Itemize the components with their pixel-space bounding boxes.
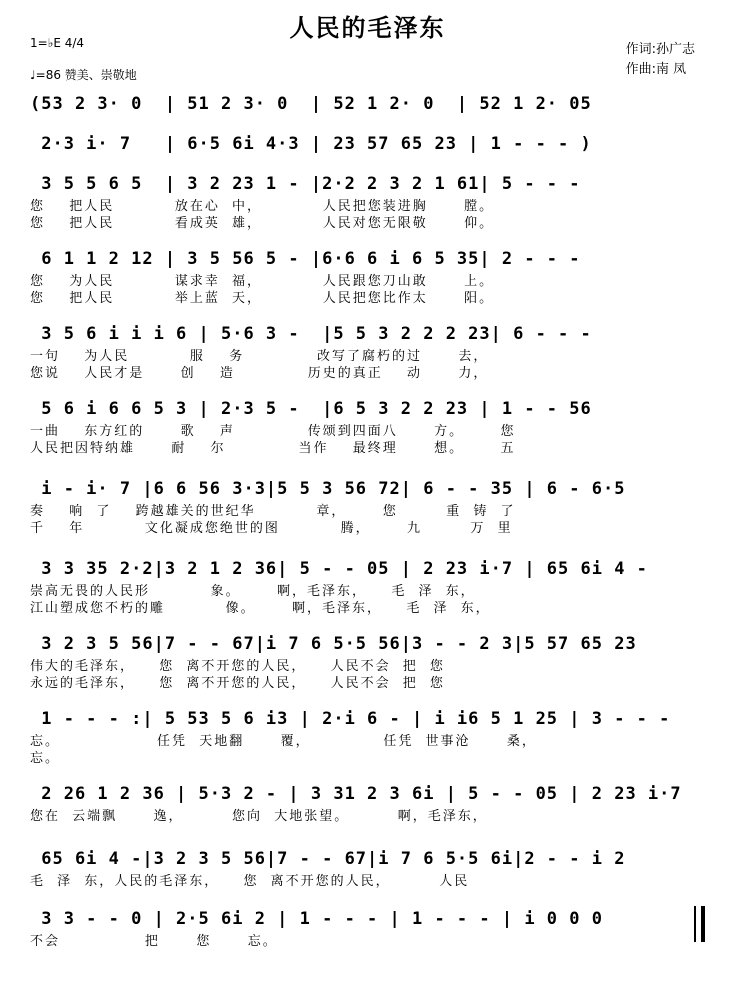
lyric-line: 忘。 任凭 天地翻 覆， 任凭 世事沧 桑， xyxy=(30,734,537,749)
lyric-line: 奏 响 了 跨越雄关的世纪华 章， 您 重 铸 了 xyxy=(30,504,516,519)
lyric-line: 不会 把 您 忘。 xyxy=(30,934,278,949)
score-system xyxy=(30,630,698,692)
score-system xyxy=(30,475,698,537)
notation-line: 3 5 6 i i i 6 | 5·6 3 - |5 5 3 2 2 2 23| 6 - - - xyxy=(30,324,592,344)
score-system xyxy=(30,320,698,382)
lyric-line: 您 把人民 举上蓝 天， 人民把您比作太 阳。 xyxy=(30,291,495,306)
lyric-line: 永远的毛泽东， 您 离不开您的人民， 人民不会 把 您 xyxy=(30,676,445,691)
lyric-line: 毛 泽 东，人民的毛泽东， 您 离不开您的人民， 人民 xyxy=(30,874,470,889)
notation-line: 6 1 1 2 12 | 3 5 56 5 - |6·6 6 i 6 5 35| 2 - - - xyxy=(30,249,581,269)
score-system xyxy=(30,555,698,617)
lyric-line: 一曲 东方红的 歌 声 传颂到四面八 方。 您 xyxy=(30,424,516,439)
score-system xyxy=(30,845,698,890)
notation-line: 65 6i 4 -|3 2 3 5 56|7 - - 67|i 7 6 5·5 6i|2 - - i 2 xyxy=(30,849,626,869)
notation-line: 3 5 5 6 5 | 3 2 23 1 - |2·2 2 3 2 1 61| 5 - - - xyxy=(30,174,581,194)
score-system xyxy=(30,170,698,232)
composer: 作曲:南 凤 xyxy=(625,62,687,77)
notation-line: 3 2 3 5 56|7 - - 67|i 7 6 5·5 56|3 - - 2 3|5 57 65 23 xyxy=(30,634,637,654)
lyric-line: 崇高无畏的人民形 象。 啊，毛泽东， 毛 泽 东， xyxy=(30,584,476,599)
score-system xyxy=(30,705,698,767)
lyricist: 作词:孙广志 xyxy=(625,42,695,57)
lyric-line: 伟大的毛泽东， 您 离不开您的人民， 人民不会 把 您 xyxy=(30,659,445,674)
lyric-line: 您在 云端飘 逸， 您向 大地张望。 啊，毛泽东， xyxy=(30,809,488,824)
lyric-line: 您 把人民 放在心 中， 人民把您装进胸 膛。 xyxy=(30,199,495,214)
score-system xyxy=(30,90,698,118)
notation-line: i - i· 7 |6 6 56 3·3|5 5 3 56 72| 6 - - 35 | 6 - 6·5 xyxy=(30,479,626,499)
score-system xyxy=(30,130,698,158)
score-system xyxy=(30,245,698,307)
notation-line: 5 6 i 6 6 5 3 | 2·3 5 - |6 5 3 2 2 23 | 1 - - 56 xyxy=(30,399,592,419)
score-system xyxy=(30,905,698,950)
notation-line: 2 26 1 2 36 | 5·3 2 - | 3 31 2 3 6i | 5 - - 05 | 2 23 i·7 xyxy=(30,784,682,804)
key-signature: 1=♭E 4/4 xyxy=(30,36,85,50)
score-system xyxy=(30,780,698,825)
lyric-line: 您说 人民才是 创 造 历史的真正 动 力， xyxy=(30,366,489,381)
tempo-marking: ♩=86 赞美、崇敬地 xyxy=(30,68,137,82)
notation-line: 2·3 i· 7 | 6·5 6i 4·3 | 23 57 65 23 | 1 - - - ) xyxy=(30,134,592,154)
lyric-line: 您 为人民 谋求幸 福， 人民跟您刀山敢 上。 xyxy=(30,274,495,289)
score-system xyxy=(30,395,698,457)
song-title: 人民的毛泽东 xyxy=(289,14,446,42)
notation-line: 3 3 35 2·2|3 2 1 2 36| 5 - - 05 | 2 23 i·7 | 65 6i 4 - xyxy=(30,559,648,579)
final-barline xyxy=(694,906,705,942)
notation-line: 1 - - - :| 5 53 5 6 i3 | 2·i 6 - | i i6 5 1 25 | 3 - - - xyxy=(30,709,671,729)
lyric-line: 千 年 文化凝成您绝世的图 腾， 九 万 里 xyxy=(30,521,513,536)
notation-line: 3 3 - - 0 | 2·5 6i 2 | 1 - - - | 1 - - - | i 0 0 0 xyxy=(30,909,603,929)
credits xyxy=(626,40,695,80)
lyric-line: 江山塑成您不朽的雕 像。 啊，毛泽东， 毛 泽 东， xyxy=(30,601,491,616)
lyric-line: 一句 为人民 服 务 改写了腐朽的过 去， xyxy=(30,349,489,364)
lyric-line: 您 把人民 看成英 雄， 人民对您无限敬 仰。 xyxy=(30,216,495,231)
notation-line: (53 2 3· 0 | 51 2 3· 0 | 52 1 2· 0 | 52 1 2· 05 xyxy=(30,94,592,114)
lyric-line: 人民把因特纳雄 耐 尔 当作 最终理 想。 五 xyxy=(30,441,516,456)
lyric-line: 忘。 xyxy=(30,751,61,766)
